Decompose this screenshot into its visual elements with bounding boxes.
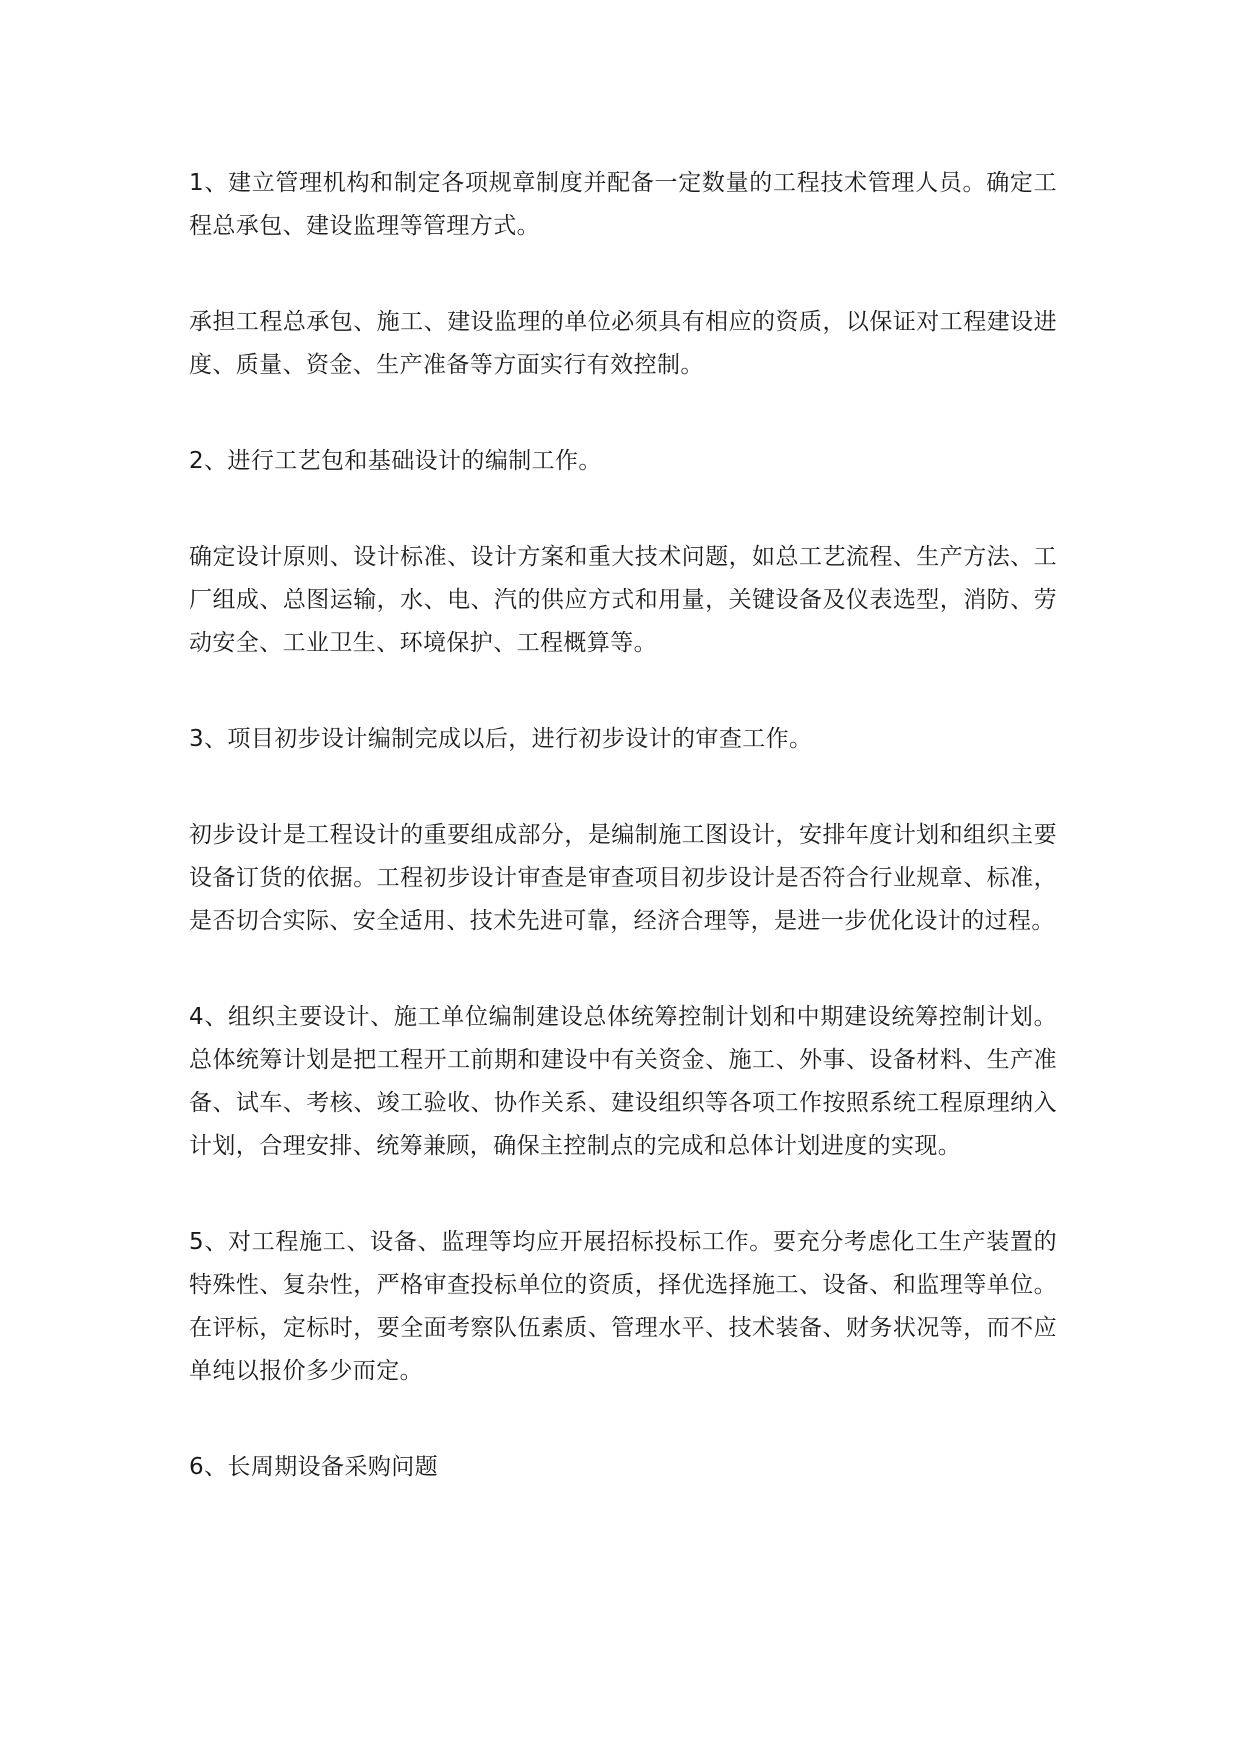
paragraph-3: 2、进行工艺包和基础设计的编制工作。 — [189, 448, 602, 474]
document-body — [189, 162, 1057, 1489]
paragraph-8: 5、对工程施工、设备、监理等均应开展招标投标工作。要充分考虑化工生产装置的特殊性、复杂性，严格审查投标单位的资质，择优选择施工、设备、和监理等单位。在评标，定标时，要全面考察队伍素质、管理水平、技术装备、财务状况等，而不应单纯以报价多少而定。 — [189, 1229, 1057, 1384]
paragraph-6: 初步设计是工程设计的重要组成部分，是编制施工图设计，安排年度计划和组织主要设备订货的依据。工程初步设计审查是审查项目初步设计是否符合行业规章、标准，是否切合实际、安全适用、技术先进可靠，经济合理等，是进一步优化设计的过程。 — [189, 822, 1057, 934]
paragraph-7: 4、组织主要设计、施工单位编制建设总体统筹控制计划和中期建设统筹控制计划。总体统筹计划是把工程开工前期和建设中有关资金、施工、外事、设备材料、生产准备、试车、考核、竣工验收、协作关系、建设组织等各项工作按照系统工程原理纳入计划，合理安排、统筹兼顾，确保主控制点的完成和总体计划进度的实现。 — [189, 1004, 1057, 1159]
paragraph-4: 确定设计原则、设计标准、设计方案和重大技术问题，如总工艺流程、生产方法、工厂组成、总图运输，水、电、汽的供应方式和用量，关键设备及仪表选型，消防、劳动安全、工业卫生、环境保护、工程概算等。 — [189, 544, 1057, 656]
paragraph-2: 承担工程总承包、施工、建设监理的单位必须具有相应的资质，以保证对工程建设进度、质量、资金、生产准备等方面实行有效控制。 — [189, 309, 1057, 378]
paragraph-9: 6、长周期设备采购问题 — [189, 1454, 439, 1480]
paragraph-5: 3、项目初步设计编制完成以后，进行初步设计的审查工作。 — [189, 726, 813, 752]
paragraph-1: 1、建立管理机构和制定各项规章制度并配备一定数量的工程技术管理人员。确定工程总承包、建设监理等管理方式。 — [189, 170, 1057, 239]
